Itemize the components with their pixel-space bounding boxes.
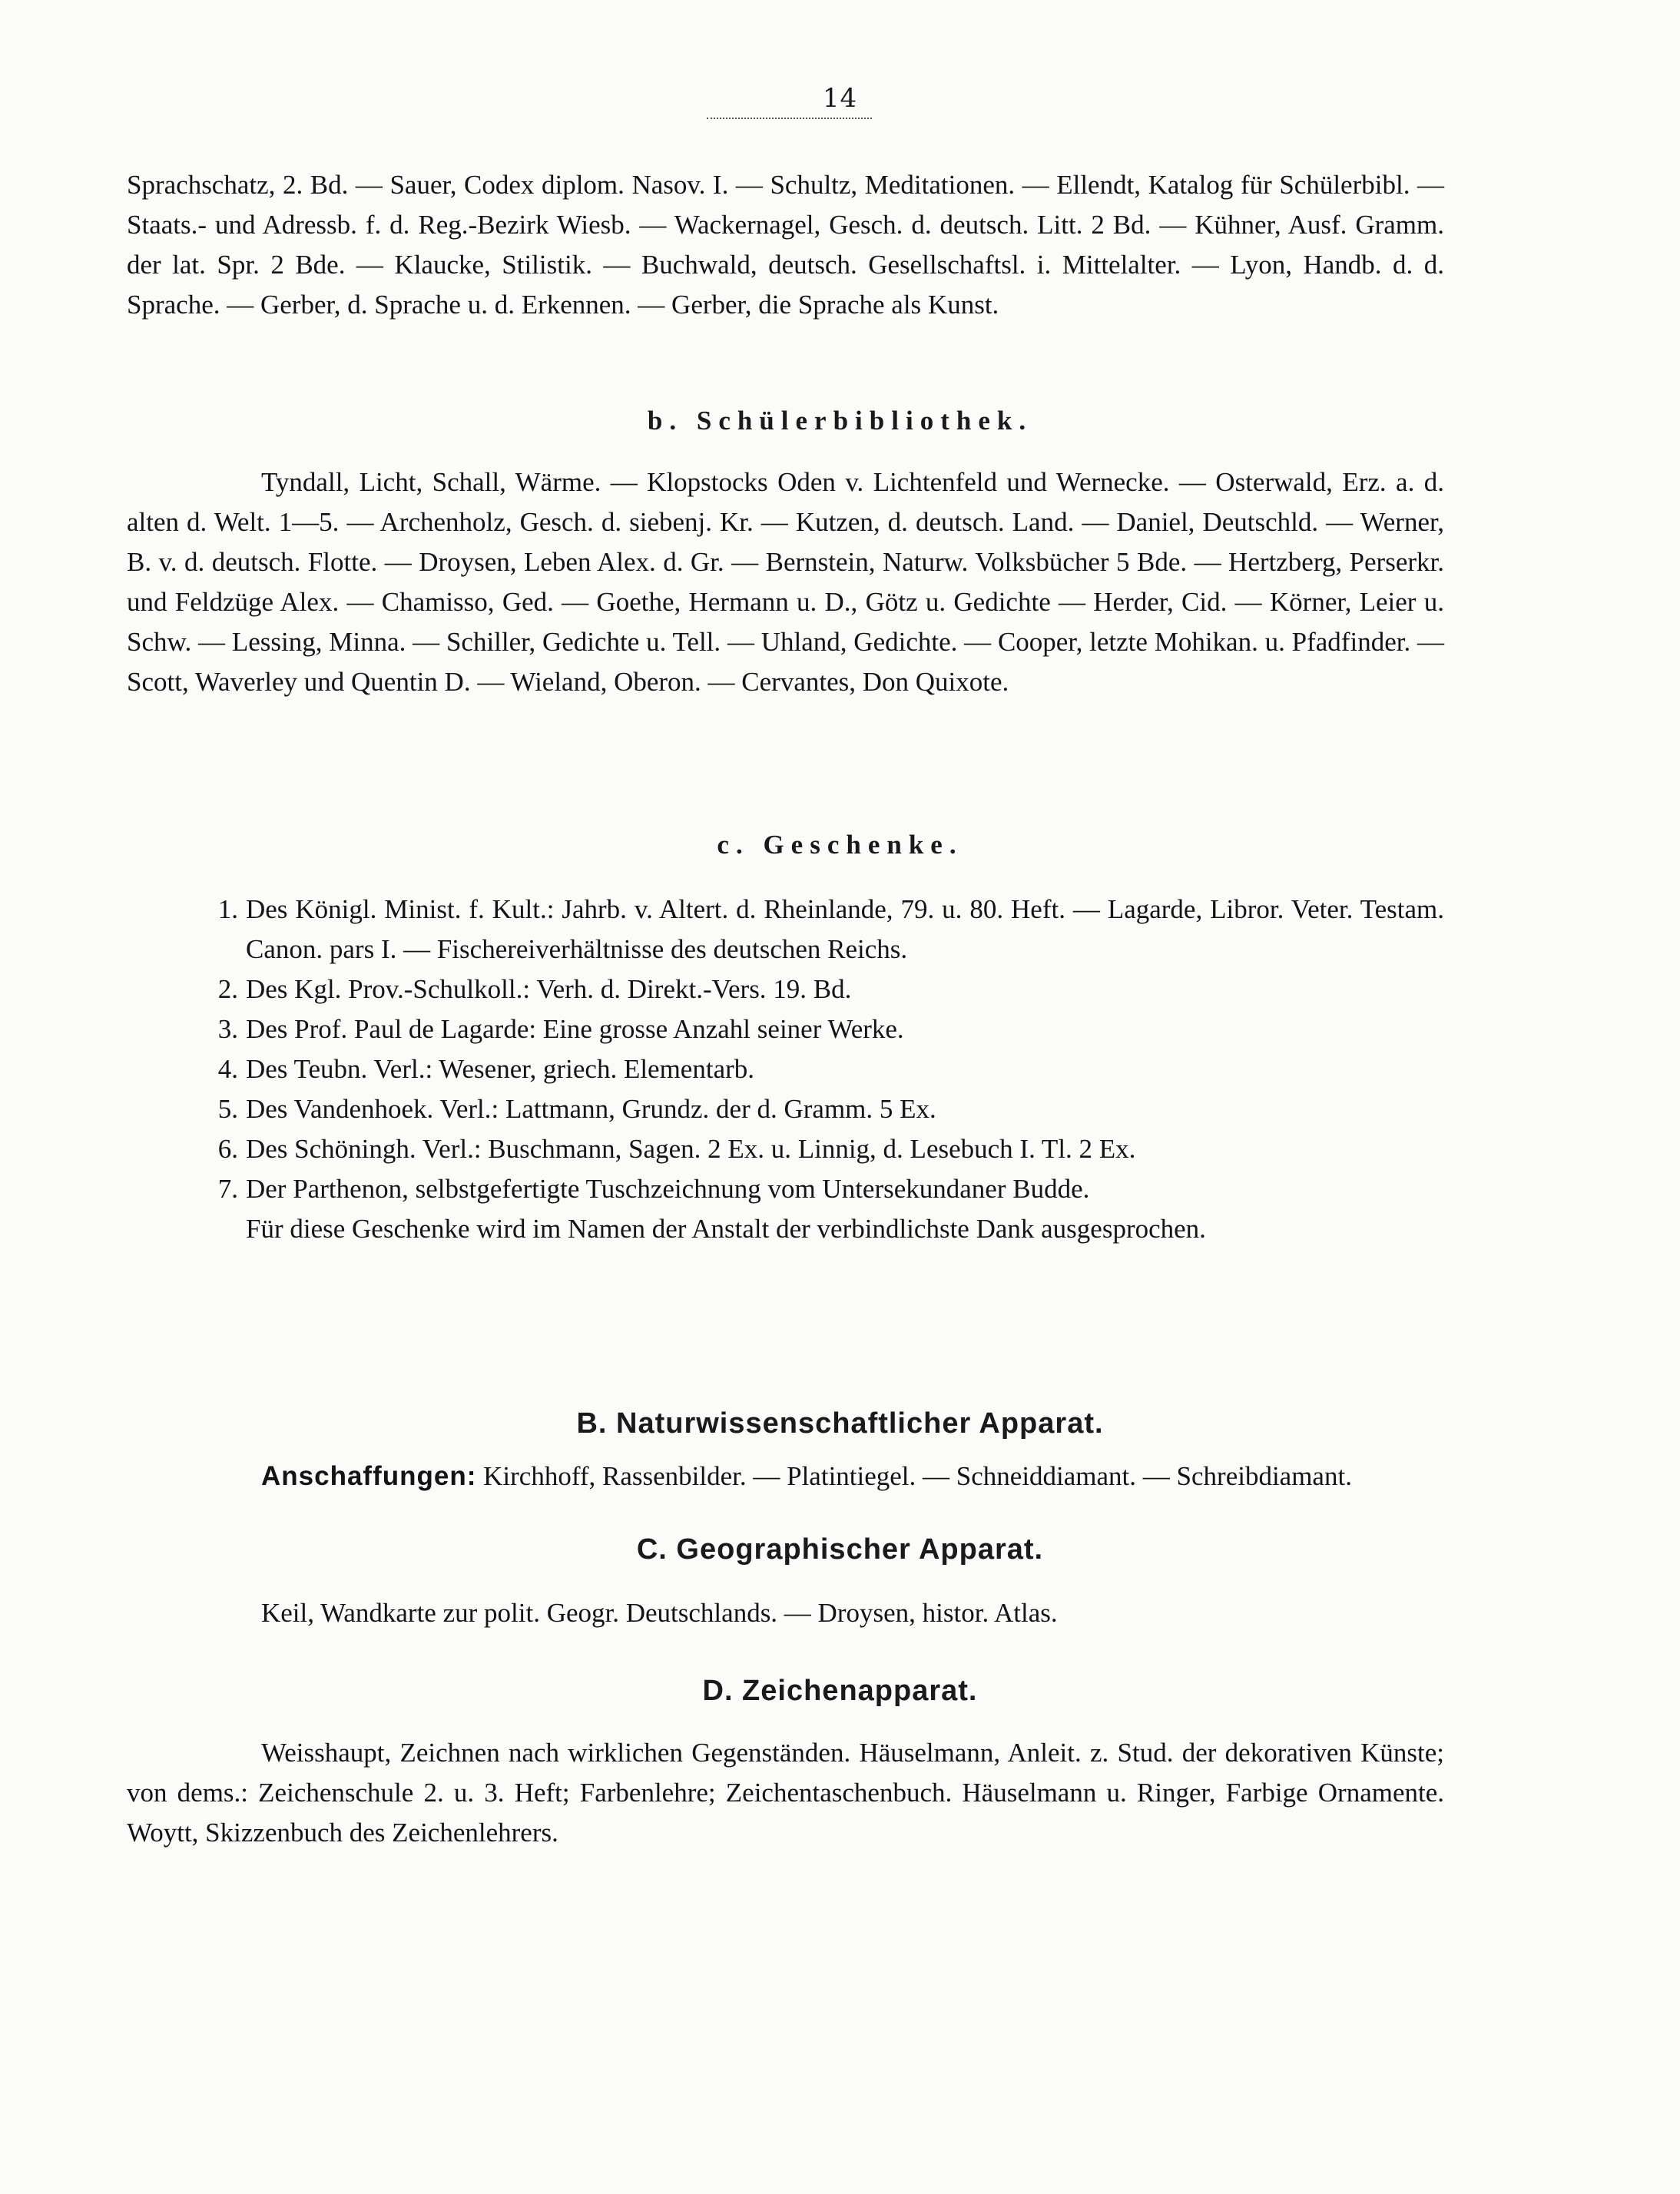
gifts-thanks-text: Für diese Geschenke wird im Namen der Anstalt der verbindlichste Dank ausgesprochen. [246, 1214, 1206, 1244]
list-item-text: Des Schöningh. Verl.: Buschmann, Sagen. 2 Ex. u. Linnig, d. Lesebuch I. Tl. 2 Ex. [246, 1134, 1136, 1164]
list-item-number: 6. [217, 1134, 238, 1164]
section-heading-zeichen: D. Zeichenapparat. [702, 1675, 978, 1707]
ornament-divider [707, 118, 872, 127]
intro-paragraph: Sprachschatz, 2. Bd. — Sauer, Codex diplom. Nasov. I. — Schultz, Meditationen. — Ellendt, Katalog für Schülerbibl. — Staats.- und Adressb. f. d. Reg.-Bezirk Wiesb. — Wackernagel, Gesch. d. deutsch. Litt. 2 Bd. — Kühner, Ausf. Gramm. der lat. Spr. 2 Bde. — Klaucke, Stilistik. — Buchwald, deutsch. Gesellschaftsl. i. Mittelalter. — Lyon, Handb. d. d. Sprache. — Gerber, d. Sprache u. d. Erkennen. — Gerber, die Sprache als Kunst. [127, 170, 1444, 320]
list-item [217, 1089, 1444, 1129]
naturwissenschaft-text: Kirchhoff, Rassenbilder. — Platintiegel. — Schneiddiamant. — Schreibdiamant. [483, 1461, 1352, 1491]
gifts-thanks [246, 1209, 1444, 1249]
list-item [217, 1049, 1444, 1089]
list-item-number: 4. [217, 1054, 238, 1084]
zeichen-paragraph: Weisshaupt, Zeichnen nach wirklichen Gegenständen. Häuselmann, Anleit. z. Stud. der dekorativen Künste; von dems.: Zeichenschule 2. u. 3. Heft; Farbenlehre; Zeichentaschenbuch. Häuselmann u. Ringer, Farbige Ornamente. Woytt, Skizzenbuch des Zeichenlehrers. [127, 1738, 1444, 1848]
list-item-number: 1. [217, 894, 238, 924]
section-heading-schuelerbibliothek: b. Schülerbibliothek. [647, 406, 1033, 436]
geographie-paragraph: Keil, Wandkarte zur polit. Geogr. Deutschlands. — Droysen, histor. Atlas. [261, 1598, 1058, 1628]
section-heading-geographie: C. Geographischer Apparat. [636, 1533, 1044, 1566]
list-item-number: 3. [217, 1014, 238, 1044]
list-item [217, 1169, 1444, 1209]
naturwissenschaft-paragraph [127, 1457, 1444, 1496]
gifts-list [217, 890, 1444, 1249]
page-number: 14 [822, 83, 858, 114]
schuelerbibliothek-paragraph: Tyndall, Licht, Schall, Wärme. — Klopstocks Oden v. Lichtenfeld und Wernecke. — Osterwald, Erz. a. d. alten d. Welt. 1—5. — Archenholz, Gesch. d. siebenj. Kr. — Kutzen, d. deutsch. Land. — Daniel, Deutschld. — Werner, B. v. d. deutsch. Flotte. — Droysen, Leben Alex. d. Gr. — Bernstein, Naturw. Volksbücher 5 Bde. — Hertzberg, Perserkr. und Feldzüge Alex. — Chamisso, Ged. — Goethe, Hermann u. D., Götz u. Gedichte — Herder, Cid. — Körner, Leier u. Schw. — Lessing, Minna. — Schiller, Gedichte u. Tell. — Uhland, Gedichte. — Cooper, letzte Mohikan. u. Pfadfinder. — Scott, Waverley und Quentin D. — Wieland, Oberon. — Cervantes, Don Quixote. [127, 467, 1444, 697]
section-heading-geschenke: c. Geschenke. [717, 830, 963, 860]
list-item-number: 7. [217, 1174, 238, 1204]
list-item-text: Des Prof. Paul de Lagarde: Eine grosse Anzahl seiner Werke. [246, 1014, 904, 1044]
list-item [217, 890, 1444, 969]
section-heading-naturwissenschaft: B. Naturwissenschaftlicher Apparat. [576, 1407, 1104, 1440]
list-item [217, 1009, 1444, 1049]
naturwissenschaft-lead: Anschaffungen: [261, 1461, 477, 1491]
list-item-text: Der Parthenon, selbstgefertigte Tuschzeichnung vom Untersekundaner Budde. [246, 1174, 1090, 1204]
list-item-text: Des Kgl. Prov.-Schulkoll.: Verh. d. Direkt.-Vers. 19. Bd. [246, 974, 852, 1004]
list-item-text: Des Vandenhoek. Verl.: Lattmann, Grundz. der d. Gramm. 5 Ex. [246, 1094, 936, 1124]
list-item-number: 5. [217, 1094, 238, 1124]
list-item [217, 1129, 1444, 1169]
list-item [217, 969, 1444, 1009]
list-item-text: Des Königl. Minist. f. Kult.: Jahrb. v. Altert. d. Rheinlande, 79. u. 80. Heft. — Lagarde, Libror. Veter. Testam. Canon. pars I. — Fischereiverhältnisse des deutschen Reichs. [246, 894, 1444, 964]
list-item-text: Des Teubn. Verl.: Wesener, griech. Elementarb. [246, 1054, 755, 1084]
list-item-number: 2. [217, 974, 238, 1004]
